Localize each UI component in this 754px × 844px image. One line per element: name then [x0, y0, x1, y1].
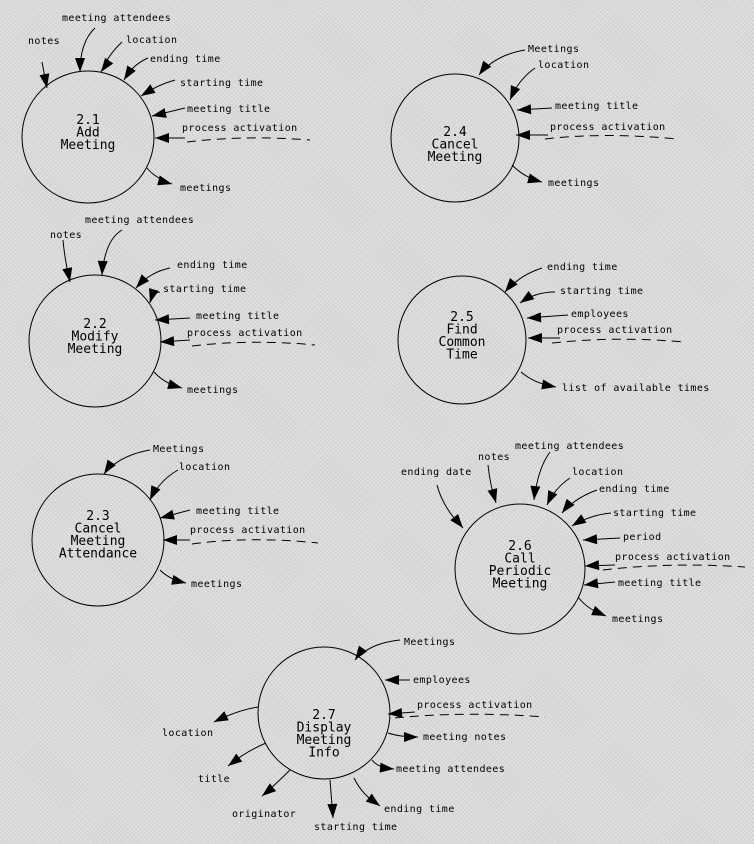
process-name-line: Meeting [296, 733, 352, 748]
flow-label: starting time [560, 286, 644, 297]
flow-process-activation [528, 325, 685, 343]
arrowhead [155, 314, 169, 324]
arrowhead [547, 490, 557, 505]
process-name-line: Meeting [427, 150, 483, 165]
process-number: 2.6 [508, 539, 532, 554]
process-name-line: Info [308, 745, 340, 761]
process-number: 2.3 [86, 509, 110, 524]
arrowhead [516, 130, 530, 140]
process-25 [398, 262, 710, 404]
arrowhead [520, 291, 534, 303]
arrowhead [214, 711, 229, 722]
flow-label: location [538, 60, 590, 71]
process-21 [22, 13, 310, 203]
flow-meetings [154, 372, 238, 396]
flow-label: meeting title [618, 578, 702, 589]
arrowhead [380, 763, 394, 773]
flow-starting-time [572, 508, 696, 526]
flow-label: process activation [182, 123, 298, 134]
arrowhead [150, 485, 160, 500]
process-name-line: Meeting [492, 576, 548, 592]
arrowhead [171, 575, 186, 585]
process-number: 2.1 [76, 113, 100, 128]
flow-label: ending time [384, 804, 455, 815]
process-23 [32, 444, 318, 606]
flow-label: ending time [177, 260, 248, 271]
flow-label: meeting attendees [62, 13, 172, 24]
flow-label: ending date [401, 467, 472, 478]
flow-label: location [162, 728, 214, 739]
arrowhead [155, 133, 169, 143]
control-flow-line [192, 342, 315, 346]
flow-label: process activation [615, 552, 731, 563]
control-flow-line [545, 136, 677, 140]
flow-ending-time [124, 54, 221, 80]
flow-process-activation [163, 525, 318, 545]
flow-label: starting time [613, 508, 697, 519]
arrowhead [385, 675, 399, 685]
process-name-line: Add [76, 125, 100, 141]
flow-meeting-title [152, 104, 270, 118]
process-name-line: Common [438, 335, 486, 350]
process-name-line: Call [504, 551, 536, 567]
arrowhead [510, 85, 520, 100]
flow-label: meetings [180, 183, 232, 194]
arrowhead [160, 336, 174, 346]
flow-starting-time [149, 284, 246, 303]
arrowhead [585, 560, 599, 570]
flow-meeting-title [584, 578, 701, 589]
flow-process-activation [585, 552, 745, 570]
control-flow-line [395, 714, 545, 718]
control-flow-line [603, 565, 745, 570]
flow-process-activation [160, 328, 315, 346]
arrowhead [149, 288, 159, 303]
process-number: 2.4 [443, 125, 467, 140]
arrowhead [541, 380, 556, 390]
arrowhead [141, 84, 156, 96]
flow-label: Meetings [528, 44, 580, 55]
flow-label: Meetings [404, 637, 456, 648]
flow-label: list of available times [562, 383, 710, 394]
flow-label: starting time [180, 78, 264, 89]
flow-label: meetings [548, 178, 600, 189]
flow-label: process activation [187, 328, 303, 339]
process-number: 2.5 [450, 310, 474, 325]
arrowhead [152, 108, 167, 118]
flow-meetings [160, 570, 242, 590]
arrowhead [228, 754, 242, 766]
flow-employees [527, 309, 629, 322]
process-name-line: Meeting [67, 342, 123, 357]
flow-line [102, 230, 122, 275]
process-name-line: Meeting [60, 138, 116, 153]
flow-label: meetings [612, 614, 664, 625]
arrowhead [479, 61, 491, 75]
arrowhead [562, 499, 575, 513]
flow-meetings [578, 597, 663, 625]
arrowhead [160, 510, 175, 520]
flow-period [583, 532, 662, 544]
flow-label: meetings [187, 385, 239, 396]
flow-location [162, 707, 258, 739]
arrowhead [75, 58, 85, 72]
arrowhead [530, 486, 540, 500]
arrowhead [528, 333, 542, 343]
arrowhead [163, 535, 177, 545]
process-name-line: Attendance [58, 546, 138, 562]
flow-label: ending time [150, 54, 221, 65]
arrowhead [583, 534, 597, 544]
flow-label: notes [478, 452, 511, 463]
arrowhead [327, 804, 337, 818]
flow-label: title [198, 774, 231, 785]
flow-label: location [179, 462, 231, 473]
flow-starting-time [520, 286, 643, 303]
flow-label: employees [571, 309, 629, 320]
process-name-line: Modify [71, 329, 119, 345]
flow-label: meetings [191, 579, 243, 590]
flow-label: ending time [547, 262, 618, 273]
arrowhead [98, 261, 108, 275]
flow-notes [478, 452, 510, 503]
flow-employees [385, 675, 471, 686]
flow-label: meeting title [187, 104, 271, 115]
process-name-line: Cancel [74, 521, 122, 537]
flow-location [150, 462, 230, 500]
flow-label: ending time [599, 484, 670, 495]
process-name-line: Display [296, 720, 352, 736]
flow-label: originator [232, 809, 297, 820]
flow-meetings [512, 165, 599, 189]
control-flow-line [187, 138, 310, 142]
flow-meetings [355, 637, 455, 660]
flow-label: meeting title [196, 311, 280, 322]
flow-label: starting time [163, 284, 247, 295]
flow-label: meeting title [196, 506, 280, 517]
arrowhead [517, 104, 531, 114]
flow-label: meeting attendees [85, 215, 195, 226]
flow-meeting-notes [388, 732, 506, 743]
process-24 [391, 44, 677, 202]
flow-location [510, 60, 589, 100]
arrowhead [527, 312, 541, 322]
flow-label: starting time [314, 822, 398, 833]
flow-meeting-title [517, 101, 638, 114]
arrowhead [101, 58, 113, 72]
flow-label: notes [28, 36, 61, 47]
arrowhead [366, 794, 380, 806]
flow-label: notes [50, 230, 83, 241]
flow-meetings [147, 168, 231, 194]
arrowhead [167, 379, 182, 389]
arrowhead [157, 176, 172, 186]
flow-meeting-title [160, 506, 279, 519]
flow-meeting-title [155, 311, 279, 324]
control-flow-line [552, 339, 685, 343]
flow-label: location [572, 467, 624, 478]
process-name-line: Periodic [488, 564, 552, 579]
process-27 [162, 637, 545, 833]
flow-label: process activation [190, 525, 306, 536]
flow-label: location [126, 35, 178, 46]
flow-starting-time [141, 78, 263, 96]
arrowhead [39, 73, 49, 88]
flow-ending-date [401, 467, 472, 528]
flow-label: employees [413, 675, 471, 686]
flow-label: process activation [557, 325, 673, 336]
process-name-line: Find [446, 322, 478, 338]
process-26 [401, 441, 745, 634]
flow-notes [50, 230, 82, 282]
process-name-line: Time [446, 347, 478, 363]
arrowhead [505, 278, 518, 292]
flow-meeting-attendees [372, 760, 505, 775]
arrowhead [136, 274, 149, 288]
flow-label: process activation [550, 122, 666, 133]
flow-list-of-available-times [521, 372, 710, 394]
process-number: 2.7 [312, 708, 336, 723]
flow-process-activation [388, 700, 545, 718]
arrowhead [572, 514, 586, 526]
flow-process-activation [516, 122, 677, 140]
arrowhead [404, 732, 418, 742]
arrowhead [591, 606, 606, 616]
flow-label: Meetings [153, 444, 205, 455]
process-name-line: Cancel [431, 137, 479, 153]
control-flow-line [192, 540, 318, 544]
process-number: 2.2 [83, 317, 107, 332]
flow-label: process activation [417, 700, 533, 711]
flow-label: meeting attendees [396, 764, 506, 775]
flow-label: period [623, 532, 662, 543]
arrowhead [527, 174, 542, 184]
flow-ending-time [354, 778, 455, 815]
process-name-line: Meeting [70, 534, 126, 549]
flow-title [198, 743, 266, 785]
arrowhead [584, 578, 599, 588]
flow-line [479, 50, 525, 75]
process-22 [29, 215, 315, 407]
flow-originator [232, 770, 296, 820]
flow-label: meeting title [555, 101, 639, 112]
flow-process-activation [155, 123, 310, 143]
flow-label: meeting notes [423, 732, 507, 743]
arrowhead [104, 460, 116, 474]
flow-label: meeting attendees [515, 441, 625, 452]
arrowhead [488, 488, 498, 503]
